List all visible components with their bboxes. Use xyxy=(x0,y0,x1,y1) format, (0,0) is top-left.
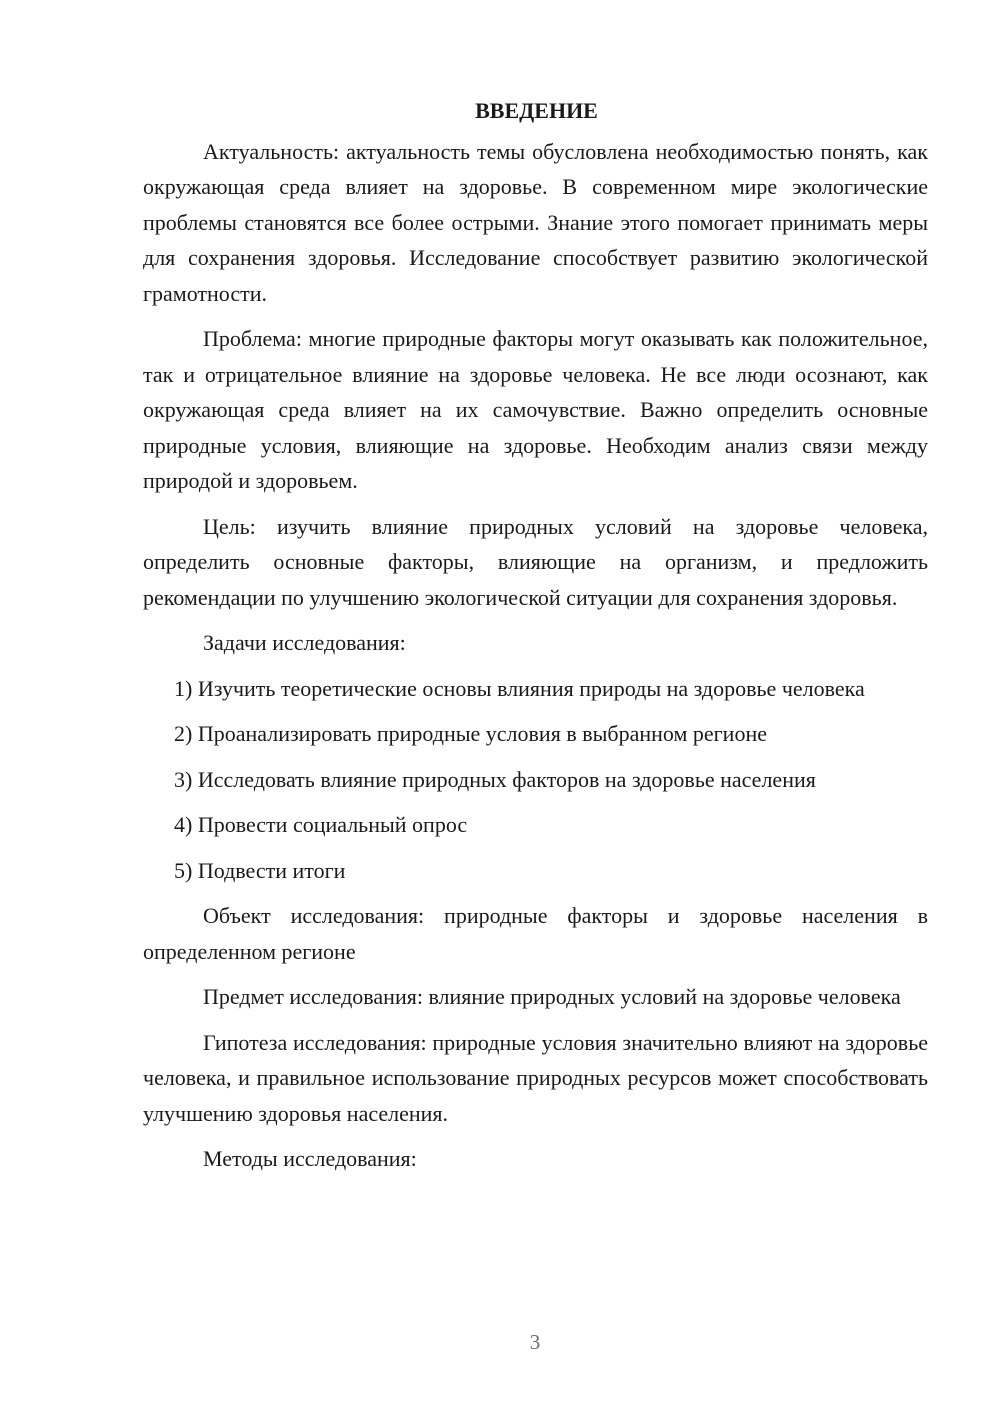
methods-heading: Методы исследования: xyxy=(203,1146,417,1171)
page-title: ВВЕДЕНИЕ xyxy=(475,98,598,123)
problem-paragraph: Проблема: многие природные факторы могут оказывать как положительное, так и отрицательное влияние на здоровье человека. Не все люди осознают, как окружающая среда влияет на их самочувствие. Важно определить основные природные условия, влияющие на здоровье. Необходим анализ связи между природой и здоровьем. xyxy=(143,326,928,493)
task-item: 4) Провести социальный опрос xyxy=(174,812,468,837)
task-item: 3) Исследовать влияние природных факторов на здоровье населения xyxy=(174,766,816,792)
tasks-heading: Задачи исследования: xyxy=(203,630,406,655)
page-number: 3 xyxy=(529,1330,541,1354)
relevance-paragraph: Актуальность: актуальность темы обусловлена необходимостью понять, как окружающая среда влияет на здоровье. В современном мире экологические проблемы становятся все более острыми. Знание этого помогает принимать меры для сохранения здоровья. Исследование способствует развитию экологической грамотности. xyxy=(143,138,928,306)
subject-paragraph: Предмет исследования: влияние природных условий на здоровье человека xyxy=(203,984,901,1009)
tasks-list xyxy=(143,671,928,889)
hypothesis-paragraph: Гипотеза исследования: природные условия значительно влияют на здоровье человека, и правильное использование природных ресурсов может способствовать улучшению здоровья населения. xyxy=(143,1029,928,1126)
document-page xyxy=(143,93,928,1187)
task-item: 5) Подвести итоги xyxy=(174,857,346,883)
task-item: 2) Проанализировать природные условия в выбранном регионе xyxy=(174,721,767,746)
object-paragraph: Объект исследования: природные факторы и здоровье населения в определенном регионе xyxy=(143,903,928,964)
task-item: 1) Изучить теоретические основы влияния природы на здоровье человека xyxy=(174,675,865,701)
goal-paragraph: Цель: изучить влияние природных условий на здоровье человека, определить основные факторы, влияющие на организм, и предложить рекомендации по улучшению экологической ситуации для сохранения здоровья. xyxy=(143,513,928,610)
